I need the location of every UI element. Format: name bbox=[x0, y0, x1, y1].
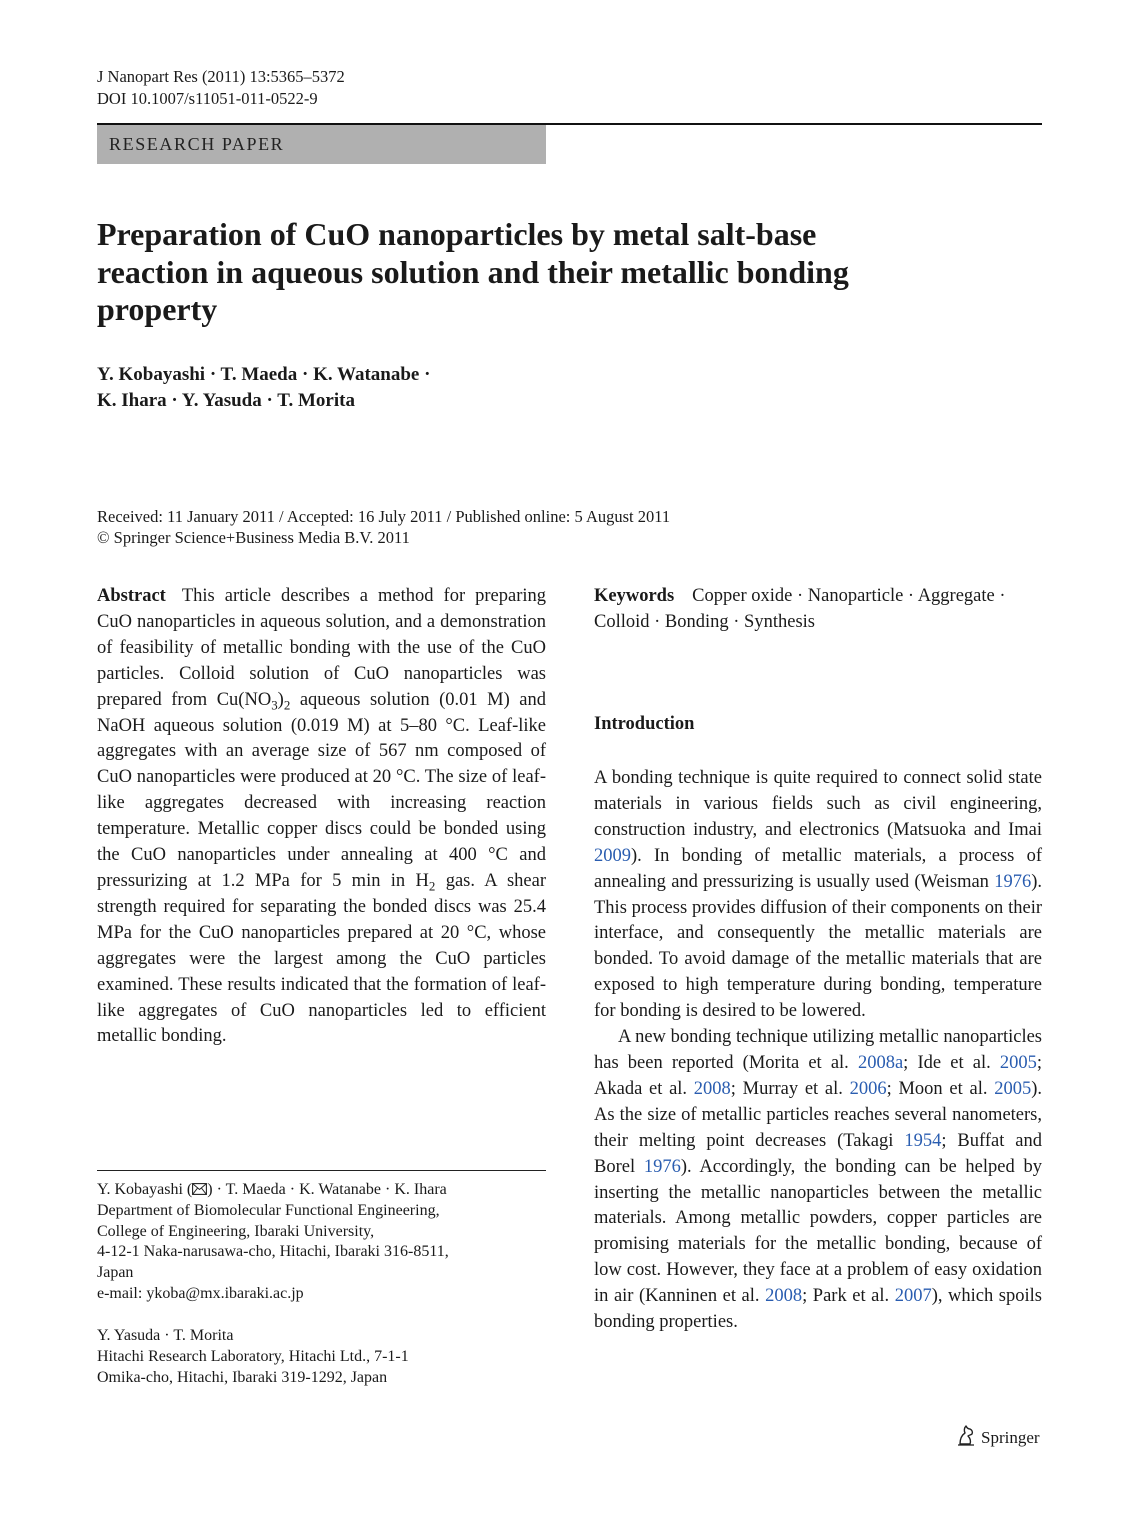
title-line: Preparation of CuO nanoparticles by metal salt-base bbox=[97, 216, 817, 252]
keywords-paragraph bbox=[594, 584, 1042, 636]
footnote-rule bbox=[97, 1170, 546, 1171]
abstract-section bbox=[97, 584, 546, 1050]
abstract-paragraph: Abstract This article describes a method for preparing CuO nanoparticles in aqueous solution, and a demonstration of feasibility of metallic bonding with the use of the CuO particles. Colloid solution of CuO nanoparticles was prepared from $Cu(NO_3)_2$ aqueous solution (0.01 M) and NaOH aqueous solution (0.019 M) at 5–80 °C. Leaf-like aggregates with an average size of 567 nm composed of CuO nanoparticles were produced at 20 °C. The size of leaf-like aggregates decreased with increasing reaction temperature. Metallic copper discs could be bonded using the CuO nanoparticles under annealing at 400 °C and pressurizing at 1.2 MPa for 5 min in $H_2$ gas. A shear strength required for separating the bonded discs was 25.4 MPa for the CuO nanoparticles prepared at 20 °C, whose aggregates were the largest among the CuO particles examined. These results indicated that the formation of leaf-like aggregates of CuO nanoparticles led to efficient metallic bonding. bbox=[97, 586, 547, 1047]
citation-link[interactable]: 1954 bbox=[904, 1130, 942, 1151]
citation-link[interactable]: 2006 bbox=[849, 1078, 887, 1099]
keywords-section bbox=[594, 584, 1042, 636]
citation-link[interactable]: 2008a bbox=[857, 1052, 904, 1073]
article-title bbox=[97, 216, 997, 329]
author-list bbox=[97, 362, 430, 414]
intro-paragraph-2: A new bonding technique utilizing metallic nanoparticles has been reported (Morita et al. 2008a; Ide et al. 2005; Akada et al. 2008; Murray et al. 2006; Moon et al. 2005). As the size of metallic particles reaches several nanometers, their melting point decreases (Takagi 1954; Buffat and Borel 1976). Accordingly, the bonding can be helped by inserting the metallic nanoparticles between the metallic materials. Among metallic powders, copper particles are promising materials for the metallic bonding, because of low cost. However, they face at a problem of easy oxidation in air (Kanninen et al. 2008; Park et al. 2007), which spoils bonding properties. bbox=[594, 1027, 1042, 1333]
publisher-name: Springer bbox=[981, 1427, 1040, 1447]
copyright-line: © Springer Science+Business Media B.V. 2011 bbox=[97, 528, 410, 547]
journal-line: J Nanopart Res (2011) 13:5365–5372 bbox=[97, 67, 345, 86]
dates-line: Received: 11 January 2011 / Accepted: 16 July 2011 / Published online: 5 August 2011 bbox=[97, 507, 671, 526]
envelope-icon bbox=[192, 1181, 207, 1198]
springer-horse-icon bbox=[956, 1424, 976, 1451]
affiliation-footnote-1: Y. Kobayashi ( ) · T. Maeda · K. Watanabe · K. Ihara Department of Biomolecular Functional Engineering, College of Engineering, Ibaraki University, 4-12-1 Naka-narusawa-cho, Hitachi, Ibaraki 316-8511, Japan e-mail: ykoba@mx.ibaraki.ac.jp bbox=[97, 1180, 546, 1305]
citation-link[interactable]: 1976 bbox=[994, 871, 1032, 892]
citation-link[interactable]: 2009 bbox=[594, 845, 631, 866]
citation-link[interactable]: 2008 bbox=[765, 1286, 803, 1307]
intro-paragraph-1: A bonding technique is quite required to connect solid state materials in various fields such as civil engineering, construction industry, and electronics (Matsuoka and Imai 2009). In bonding of metallic materials, a process of annealing and pressurizing is usually used (Weisman 1976). This process provides diffusion of their components on their interface, and consequently the metallic materials are bonded. To avoid damage of the metallic materials that are exposed to high temperature during bonding, temperature for bonding is desired to be lowered. bbox=[594, 768, 1042, 1022]
journal-citation bbox=[97, 66, 345, 110]
introduction-heading: Introduction bbox=[594, 714, 695, 734]
email-line[interactable]: e-mail: ykoba@mx.ibaraki.ac.jp bbox=[97, 1284, 304, 1302]
authors-line: Y. Kobayashi · T. Maeda · K. Watanabe · bbox=[97, 364, 431, 385]
title-line: property bbox=[97, 291, 218, 327]
publisher-logo bbox=[956, 1424, 1040, 1451]
introduction-body bbox=[594, 766, 1042, 1336]
citation-link[interactable]: 2005 bbox=[994, 1078, 1032, 1099]
citation-link[interactable]: 2007 bbox=[894, 1286, 932, 1307]
authors-line: K. Ihara · Y. Yasuda · T. Morita bbox=[97, 390, 355, 411]
title-line: reaction in aqueous solution and their metallic bonding bbox=[97, 253, 849, 290]
abstract-label: Abstract bbox=[97, 586, 166, 606]
affiliation-footnote-2: Y. Yasuda · T. Morita Hitachi Research Laboratory, Hitachi Ltd., 7-1-1 Omika-cho, Hitachi, Ibaraki 319-1292, Japan bbox=[97, 1327, 409, 1386]
citation-link[interactable]: 2008 bbox=[693, 1078, 731, 1099]
citation-link[interactable]: 1976 bbox=[643, 1156, 681, 1177]
publication-dates bbox=[97, 506, 670, 548]
article-type-banner: RESEARCH PAPER bbox=[97, 125, 546, 164]
citation-link[interactable]: 2005 bbox=[999, 1052, 1037, 1073]
keywords-text: Copper oxide · Nanoparticle · Aggregate · Colloid · Bonding · Synthesis bbox=[594, 586, 1006, 632]
doi-line: DOI 10.1007/s11051-011-0522-9 bbox=[97, 89, 318, 108]
keywords-label: Keywords bbox=[594, 586, 675, 606]
